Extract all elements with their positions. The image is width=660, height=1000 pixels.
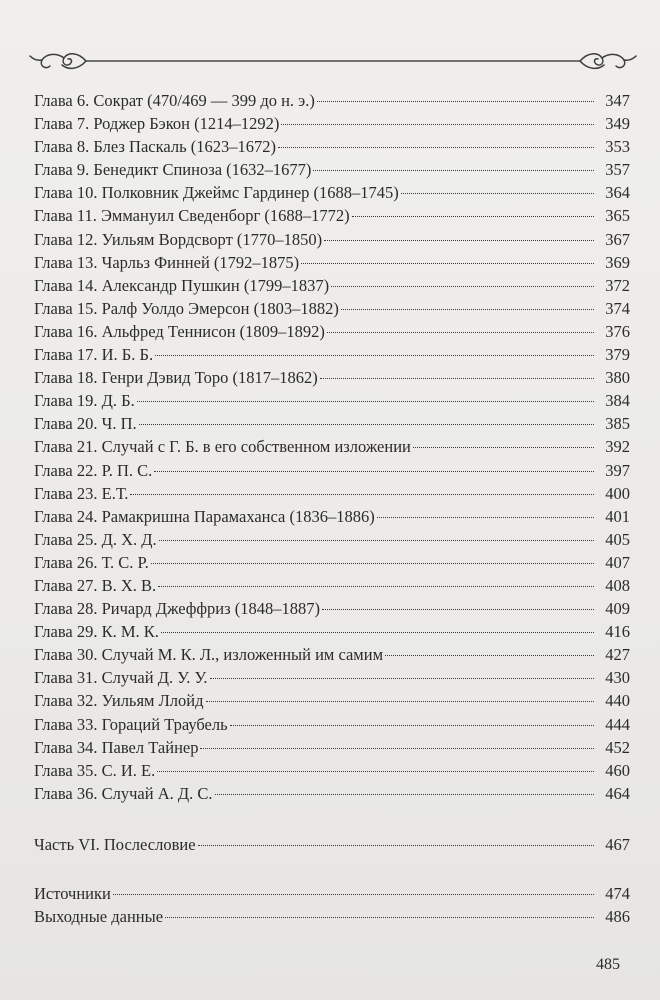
toc-entry-chapter[interactable] [34,574,630,597]
toc-entry-sources[interactable] [34,882,630,905]
dot-leader [215,794,595,795]
toc-entry-chapter[interactable] [34,135,630,158]
toc-entry-title: Глава 6. Сократ (470/469 — 399 до н. э.) [34,91,315,110]
dot-leader [157,771,594,772]
dot-leader [161,632,594,633]
toc-entry-title: Глава 27. В. Х. В. [34,575,157,595]
dot-leader [139,424,594,425]
toc-entry-chapter[interactable] [34,459,630,482]
toc-entry-title: Глава 7. Роджер Бэкон (1214–1292) [34,114,280,134]
toc-entry-page: 357 [605,160,630,180]
toc-entry-chapter[interactable] [34,251,630,274]
toc-entry-title: Глава 30. Случай М. К. Л., изложенный им самим [34,645,384,665]
dot-leader [200,748,594,749]
toc-entry-title: Глава 25. Д. Х. Д. [34,529,157,549]
toc-entry-chapter[interactable] [34,181,630,204]
toc-entry-page: 369 [605,252,630,272]
toc-entry-chapter[interactable] [34,551,630,574]
toc-entry-page: 409 [605,599,630,619]
toc-entry-title: Источники [34,884,111,903]
dot-leader [322,609,594,610]
toc-entry-chapter[interactable] [34,643,630,666]
toc-entry-chapter[interactable] [34,505,630,528]
dot-leader [165,917,594,918]
toc-entry-page: 452 [605,737,630,757]
toc-entry-page: 374 [605,298,630,318]
toc-entry-title: Глава 11. Эммануил Сведенборг (1688–1772) [34,206,350,226]
toc-entry-title: Глава 15. Ралф Уолдо Эмерсон (1803–1882) [34,298,339,318]
table-of-contents [34,89,630,928]
dot-leader [331,286,594,287]
toc-entry-page: 364 [605,183,630,203]
toc-entry-page: 401 [605,506,630,526]
toc-entry-chapter[interactable] [34,274,630,297]
toc-entry-title: Глава 31. Случай Д. У. У. [34,668,208,688]
toc-entry-page: 444 [605,714,630,734]
toc-entry-page: 392 [605,437,630,457]
dot-leader [317,101,594,102]
toc-entry-page: 460 [605,760,630,780]
toc-entry-imprint[interactable] [34,905,630,928]
toc-entry-page: 405 [605,529,630,549]
dot-leader [206,701,594,702]
toc-entry-page: 407 [605,552,630,572]
toc-entry-chapter[interactable] [34,412,630,435]
toc-entry-chapter[interactable] [34,736,630,759]
toc-entry-title: Глава 20. Ч. П. [34,414,137,434]
toc-entry-title: Глава 18. Генри Дэвид Торо (1817–1862) [34,368,318,388]
toc-entry-title: Глава 34. Павел Тайнер [34,737,199,757]
toc-entry-chapter[interactable] [34,204,630,227]
toc-entry-part-vi[interactable] [34,833,630,856]
dot-leader [301,263,594,264]
dot-leader [320,378,594,379]
dot-leader [113,894,594,895]
dot-leader [230,725,594,726]
toc-entry-chapter[interactable] [34,713,630,736]
toc-entry-page: 385 [605,414,630,434]
toc-entry-page: 379 [605,345,630,365]
toc-entry-title: Глава 19. Д. Б. [34,391,135,411]
dot-leader [198,845,594,846]
toc-entry-page: 367 [605,229,630,249]
toc-entry-chapter[interactable] [34,782,630,805]
dot-leader [327,332,594,333]
toc-entry-title: Глава 13. Чарльз Финней (1792–1875) [34,252,300,272]
dot-leader [385,655,594,656]
toc-entry-chapter[interactable] [34,666,630,689]
toc-entry-title: Глава 28. Ричард Джеффриз (1848–1887) [34,599,321,619]
toc-entry-page: 427 [605,645,630,665]
toc-entry-chapter[interactable] [34,689,630,712]
toc-entry-title: Глава 8. Блез Паскаль (1623–1672) [34,137,276,157]
toc-entry-title: Глава 16. Альфред Теннисон (1809–1892) [34,321,325,341]
toc-entry-chapter[interactable] [34,620,630,643]
toc-entry-title: Глава 22. Р. П. С. [34,460,153,480]
toc-entry-page: 467 [605,834,630,854]
chapter-list [34,89,630,805]
toc-entry-chapter[interactable] [34,482,630,505]
toc-entry-chapter[interactable] [34,528,630,551]
toc-entry-title: Глава 29. К. М. К. [34,622,159,642]
toc-entry-page: 384 [605,391,630,411]
toc-entry-page: 486 [605,907,630,927]
toc-entry-page: 349 [605,114,630,134]
toc-entry-title: Глава 21. Случай с Г. Б. в его собственном изложении [34,437,411,457]
toc-entry-chapter[interactable] [34,297,630,320]
toc-entry-chapter[interactable] [34,228,630,251]
toc-entry-page: 347 [605,91,630,110]
toc-entry-page: 416 [605,622,630,642]
dot-leader [341,309,594,310]
toc-entry-page: 474 [605,884,630,903]
toc-entry-title: Глава 24. Рамакришна Парамаханса (1836–1886) [34,506,375,526]
dot-leader [154,471,594,472]
dot-leader [155,355,594,356]
decorative-rule-icon [28,48,638,74]
dot-leader [130,494,594,495]
dot-leader [352,216,594,217]
toc-entry-title: Глава 23. Е.Т. [34,483,129,503]
toc-entry-page: 408 [605,575,630,595]
toc-entry-chapter[interactable] [34,389,630,412]
toc-entry-page: 365 [605,206,630,226]
dot-leader [137,401,594,402]
toc-entry-title: Часть VI. Послесловие [34,834,196,854]
dot-leader [158,586,594,587]
toc-entry-chapter[interactable] [34,759,630,782]
toc-entry-chapter[interactable] [34,366,630,389]
toc-entry-chapter[interactable] [34,320,630,343]
toc-entry-title: Выходные данные [34,907,164,927]
toc-entry-title: Глава 33. Гораций Траубель [34,714,228,734]
dot-leader [281,124,594,125]
toc-entry-title: Глава 26. Т. С. Р. [34,552,149,572]
toc-entry-title: Глава 17. И. Б. Б. [34,345,154,365]
toc-entry-chapter[interactable] [34,597,630,620]
toc-entry-title: Глава 32. Уильям Ллойд [34,691,204,711]
toc-entry-page: 372 [605,275,630,295]
toc-entry-chapter[interactable] [34,343,630,366]
toc-entry-title: Глава 36. Случай А. Д. С. [34,783,213,803]
toc-entry-page: 353 [605,137,630,157]
page-number: 485 [596,956,620,973]
toc-entry-chapter[interactable] [34,112,630,135]
toc-entry-chapter[interactable] [34,158,630,181]
toc-entry-page: 430 [605,668,630,688]
dot-leader [210,678,594,679]
toc-entry-page: 397 [605,460,630,480]
toc-entry-title: Глава 12. Уильям Вордсворт (1770–1850) [34,229,323,249]
toc-entry-title: Глава 10. Полковник Джеймс Гардинер (1688–1745) [34,183,399,203]
dot-leader [151,563,594,564]
dot-leader [313,170,594,171]
dot-leader [159,540,594,541]
toc-entry-page: 400 [605,483,630,503]
toc-entry-page: 376 [605,321,630,341]
toc-entry-title: Глава 35. С. И. Е. [34,760,156,780]
dot-leader [377,517,594,518]
dot-leader [324,240,594,241]
toc-entry-page: 464 [605,783,630,803]
toc-entry-page: 380 [605,368,630,388]
dot-leader [278,147,594,148]
dot-leader [413,447,594,448]
toc-entry-title: Глава 9. Бенедикт Спиноза (1632–1677) [34,160,312,180]
dot-leader [401,193,594,194]
toc-entry-chapter[interactable] [34,435,630,458]
toc-entry-title: Глава 14. Александр Пушкин (1799–1837) [34,275,330,295]
toc-entry-chapter[interactable] [34,89,630,112]
toc-entry-page: 440 [605,691,630,711]
